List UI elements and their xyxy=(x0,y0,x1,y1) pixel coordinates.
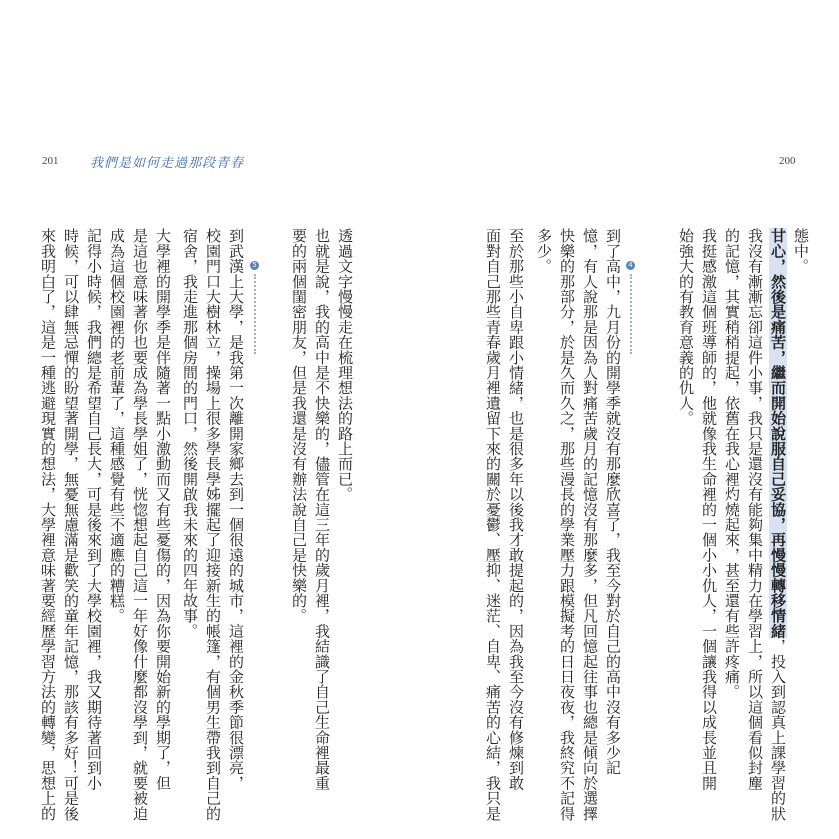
text-column: 記得小時候，我們總是希望自己長大，可是後來到了大學校園裡，我又期待著回到小 xyxy=(85,228,103,791)
text-column: 來我明白了，這是一種逃避現實的想法，大學裡意味著要經歷學習方法的轉變，思想上的 xyxy=(39,228,57,821)
text-column: 到武漢上大學，是我第一次離開家鄉去到一個很遠的城市，這裡的金秋季節很漂亮， xyxy=(227,228,245,791)
text-column: 至於那些小自卑跟小情緒，也是很多年以後我才敢提起的，因為我至今沒有修煉到敢 xyxy=(507,228,525,791)
text-column: 也就是說，我的高中是不快樂的，儘管在這三年的歲月裡，我結識了自己生命裡最重 xyxy=(313,228,331,791)
text-column: 面對自己那些青春歲月裡遺留下來的關於憂鬱、壓抑、迷茫、自卑、痛苦的心結，我只是 xyxy=(484,228,502,821)
text-column: 透過文字慢慢走在梳理想法的路上而已。 xyxy=(336,228,354,502)
text-column: 始強大的有教育意義的仇人。 xyxy=(677,228,695,426)
text-column: 多少。 xyxy=(535,228,553,274)
section-marker: 5 xyxy=(250,261,259,270)
text-column: 甘心，然後是痛苦，繼而開始說服自己妥協，再慢慢轉移情緒，投入到認真上課學習的狀 xyxy=(769,228,787,821)
text-column: 態中。 xyxy=(792,228,810,274)
text-column: 宿舍，我走進那個房間的門口，然後開啟我未來的四年故事。 xyxy=(181,228,199,639)
text-column: 是這也意味著你也要成為學長學姐了，恍惚想起自己這一年好像什麼都沒學到，就要被迫 xyxy=(131,228,149,821)
text-column: 的記憶，其實稍稍提起，依舊在我心裡灼燒起來，甚至還有些許疼痛。 xyxy=(723,228,741,700)
text-column: 快樂的那部分，於是久而久之，那些漫長的學業壓力跟模擬考的日日夜夜，我終究不記得 xyxy=(558,228,576,821)
section-divider xyxy=(254,274,256,354)
text-column: 到了高中，九月份的開學季就沒有那麼欣喜了，我至今對於自己的高中沒有多少記 xyxy=(604,228,622,776)
highlighted-text: 甘心，然後是痛苦，繼而開始說服自己妥協，再慢慢轉移情緒 xyxy=(769,228,787,639)
text-column: 時候，可以肆無忌憚的盼望著開學，無憂無慮滿是歡笑的童年記憶，那該有多好！可是後 xyxy=(62,228,80,821)
text-column: 我沒有漸漸忘卻這件小事，我只是還沒有能夠集中精力在學習上，所以這個看似封塵 xyxy=(746,228,764,791)
running-title: 我們是如何走過那段青春 xyxy=(90,156,245,171)
text-column: 憶，有人說那是因為人對痛苦歲月的記憶沒有那麼多，但凡回憶起往事也總是傾向於選擇 xyxy=(581,228,599,821)
section-marker: 4 xyxy=(626,261,635,270)
section-divider xyxy=(630,274,632,354)
text-column: 要的兩個閨密朋友，但是我還是沒有辦法說自己是快樂的。 xyxy=(290,228,308,624)
page-number-left: 201 xyxy=(42,155,59,167)
text-column: 我挺感激這個班導師的，他就像我生命裡的一個小小仇人，一個讓我得以成長並且開 xyxy=(700,228,718,791)
page-number-right: 200 xyxy=(779,155,796,167)
text-column: 大學裡的開學季是伴隨著一點小激動而又有些憂傷的，因為你要開始新的學期了，但 xyxy=(154,228,172,791)
text-column: 成為這個校園裡的老前輩了，這種感覺有些不適應的糟糕。 xyxy=(108,228,126,624)
text-column: 校園門口大樹林立，操場上很多學長學姊擺起了迎接新生的帳篷，有個男生帶我到自己的 xyxy=(204,228,222,821)
